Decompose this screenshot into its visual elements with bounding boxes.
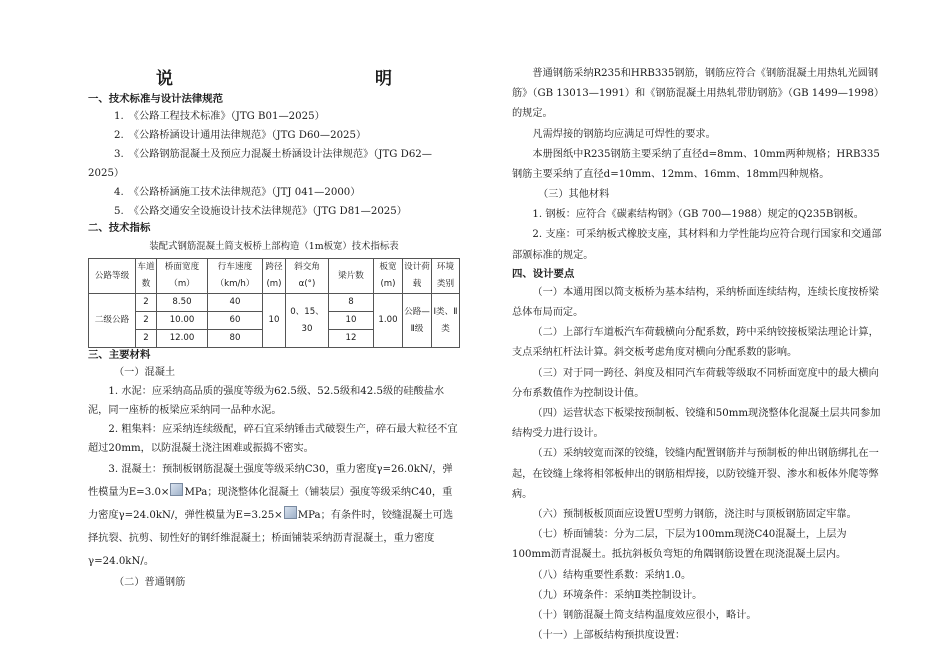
broken-image-icon <box>170 483 183 496</box>
aggregate-paragraph: 2. 粗集料：应采纳连续级配，碎石宜采纳锤击式破裂生产，碎石最大粒径不宜超过20mm，以防混凝土浇注困难或振捣不密实。 <box>88 424 458 454</box>
table-caption: 装配式钢筋混凝土简支板桥上部构造（1m板宽）技术指标表 <box>149 241 399 252</box>
standard-item: 3. 《公路钢筋混凝土及预应力混凝土桥涵设计法律规范》（JTG D62—2025） <box>88 149 432 179</box>
design-point: （六）预制板板顶面应设置U型剪力钢筋，浇注时与顶板钢筋固定牢靠。 <box>532 509 857 521</box>
th-boardw: 板宽(m) <box>374 259 403 294</box>
td-beams: 8 <box>329 294 374 312</box>
td-lanes: 2 <box>136 330 157 348</box>
subsection-other: （三）其他材料 <box>538 189 610 201</box>
td-beams: 12 <box>329 330 374 348</box>
th-skew: 斜交角α(°) <box>286 259 329 294</box>
th-span: 跨径(m) <box>263 259 286 294</box>
td-beams: 10 <box>329 312 374 330</box>
td-speed: 80 <box>208 330 263 348</box>
td-lanes: 2 <box>136 312 157 330</box>
td-lanes: 2 <box>136 294 157 312</box>
td-env: Ⅰ类、Ⅱ类 <box>432 294 460 348</box>
td-boardw: 1.00 <box>374 294 403 348</box>
th-width: 桥面宽度（m） <box>157 259 208 294</box>
standard-item: 1. 《公路工程技术标准》（JTG B01—2025） <box>114 111 325 122</box>
standard-item: 5. 《公路交通安全设施设计技术法律规范》（JTG D81—2025） <box>114 206 407 217</box>
table-row <box>89 294 460 312</box>
td-width: 10.00 <box>157 312 208 330</box>
th-env: 环境类别 <box>432 259 460 294</box>
concrete-text-b: MPa；现浇整体化混凝土（铺装层）强度等级采纳C40，重力密度γ=24.0kN/，弹性模量为E=3.25× <box>88 487 453 521</box>
concrete-paragraph <box>88 458 460 573</box>
td-skew: 0、15、30 <box>286 294 329 348</box>
td-span: 10 <box>263 294 286 348</box>
concrete-text-c: MPa；有条件时，铰缝混凝土可选择抗裂、抗剪、韧性好的钢纤维混凝土；桥面铺装采纳沥青混凝土，重力密度γ=24.0kN/。 <box>88 510 454 567</box>
th-load: 设计荷载 <box>403 259 432 294</box>
indicator-table <box>88 258 460 348</box>
weld-paragraph: 凡需焊接的钢筋均应满足可焊性的要求。 <box>532 128 716 140</box>
design-point: （一）本通用图以简支板桥为基本结构，采纳桥面连续结构，连续长度按桥梁总体布局而定。 <box>512 286 879 319</box>
steel-paragraph: 普通钢筋采纳R235和HRB335钢筋，钢筋应符合《钢筋混凝土用热轧光圆钢筋》（GB 13013—1991）和《钢筋混凝土用热轧带肋钢筋》（GB 1499—1998）的规定。 <box>512 68 885 120</box>
section-design-heading: 四、设计要点 <box>512 267 575 280</box>
td-speed: 40 <box>208 294 263 312</box>
design-point: （八）结构重要性系数：采纳1.0。 <box>532 569 692 581</box>
design-point: （五）采纳较宽而深的铰缝，铰缝内配置钢筋并与预制板的伸出钢筋绑扎在一起，在铰缝上缘将相邻板伸出的钢筋相焊接，以防铰缝开裂、渗水和板体外爬等弊病。 <box>512 448 879 500</box>
design-point: （十一）上部板结构预拱度设置： <box>532 630 686 642</box>
left-column <box>88 0 460 592</box>
standard-item: 2. 《公路桥涵设计通用法律规范》（JTG D60—2025） <box>114 130 367 141</box>
concrete-text-a: 3. 混凝土：预制板钢筋混凝土强度等级采纳C30，重力密度γ=26.0kN/，弹性模量为E=3.0× <box>88 464 453 498</box>
spec-paragraph: 本册图纸中R235钢筋主要采纳了直径d=8mm、10mm两种规格；HRB335钢筋主要采纳了直径d=10mm、12mm、16mm、18mm四种规格。 <box>512 148 880 181</box>
section-materials-heading: 三、主要材料 <box>88 349 151 361</box>
subsection-concrete: （一）混凝土 <box>114 367 176 378</box>
td-grade: 二级公路 <box>89 294 136 348</box>
design-point: （十）钢筋混凝土简支结构温度效应很小，略计。 <box>532 610 757 622</box>
th-speed: 行车速度（km/h） <box>208 259 263 294</box>
design-point: （二）上部行车道板汽车荷载横向分配系数，跨中采纳铰接板梁法理论计算，支点采纳杠杆法计算。斜交板考虑角度对横向分配系数的影响。 <box>512 327 879 359</box>
section-indicators-heading: 二、技术指标 <box>88 222 151 234</box>
standard-item: 4. 《公路桥涵施工技术法律规范》（JTJ 041—2000） <box>114 187 361 198</box>
th-lanes: 车道数 <box>136 259 157 294</box>
page-title: 说 明 <box>156 69 448 89</box>
td-speed: 60 <box>208 312 263 330</box>
design-point: （三）对于同一跨径、斜度及相同汽车荷载等级取不同桥面宽度中的最大横向分布系数值作为控制设计值。 <box>512 367 879 399</box>
th-beams: 梁片数 <box>329 259 374 294</box>
design-point: （九）环境条件：采纳Ⅱ类控制设计。 <box>532 589 703 601</box>
design-point: （四）运营状态下板梁按预制板、铰缝和50mm现浇整体化混凝土层共同参加结构受力进行设计。 <box>512 408 881 440</box>
design-point: （七）桥面铺装：分为二层，下层为100mm现浇C40混凝土，上层为100mm沥青混凝土。抵抗斜板负弯矩的角隅钢筋设置在现浇混凝土层内。 <box>512 529 847 561</box>
section-standards-heading: 一、技术标准与设计法律规范 <box>88 93 224 105</box>
td-width: 8.50 <box>157 294 208 312</box>
plate-paragraph: 1. 钢板：应符合《碳素结构钢》（GB 700—1988）规定的Q235B钢板。 <box>532 209 864 221</box>
bearing-paragraph: 2. 支座：可采纳板式橡胶支座，其材料和力学性能均应符合现行国家和交通部部颁标准的规定。 <box>512 229 882 261</box>
td-width: 12.00 <box>157 330 208 348</box>
cement-paragraph: 1. 水泥：应采纳高品质的强度等级为62.5级、52.5级和42.5级的硅酸盐水泥，同一座桥的板梁应采纳同一品种水泥。 <box>88 386 445 416</box>
table-header-row <box>89 259 460 294</box>
td-load: 公路—Ⅱ级 <box>403 294 432 348</box>
right-column <box>512 64 884 646</box>
th-grade: 公路等级 <box>89 259 136 294</box>
broken-image-icon <box>284 506 297 519</box>
subsection-steel: （二）普通钢筋 <box>114 577 186 588</box>
